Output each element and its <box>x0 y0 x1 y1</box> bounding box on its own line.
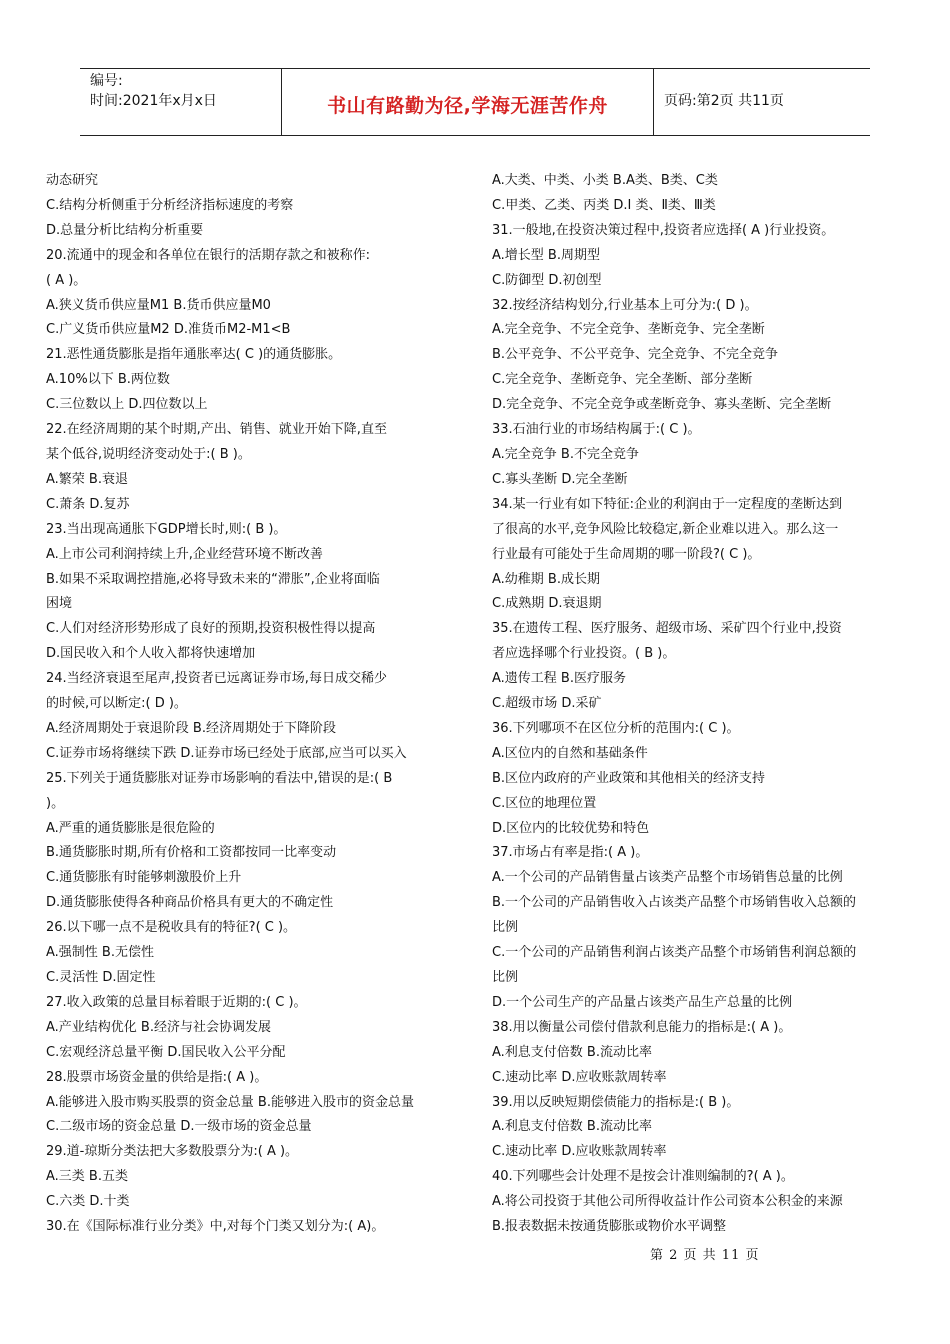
text-line: C.人们对经济形势形成了良好的预期,投资积极性得以提高 <box>46 621 376 637</box>
text-line: C.防御型 D.初创型 <box>492 272 602 288</box>
text-line: C.灵活性 D.固定性 <box>46 970 156 985</box>
text-line: A.三类 B.五类 <box>46 1169 128 1185</box>
text-line: B.公平竞争、不公平竞争、完全竞争、不完全竞争 <box>492 347 779 363</box>
text-line: D.一个公司生产的产品量占该类产品生产总量的比例 <box>492 994 793 1010</box>
text-line: B.通货膨胀时期,所有价格和工资都按同一比率变动 <box>46 845 337 861</box>
text-line: 22.在经济周期的某个时期,产出、销售、就业开始下降,直至 <box>46 422 387 438</box>
motto: 书山有路勤为径,学海无涯苦作舟 <box>282 69 654 135</box>
text-line: D.国民收入和个人收入都将快速增加 <box>46 646 256 662</box>
text-line: 比例 <box>492 970 519 985</box>
text-line: A.增长型 B.周期型 <box>492 247 600 263</box>
text-line: A.区位内的自然和基础条件 <box>492 745 648 761</box>
text-line: 了很高的水平,竞争风险比较稳定,新企业难以进入。那么这一 <box>492 521 839 537</box>
text-line: B.一个公司的产品销售收入占该类产品整个市场销售收入总额的 <box>492 895 857 911</box>
text-line: 比例 <box>492 920 519 936</box>
text-line: C.超级市场 D.采矿 <box>492 696 602 712</box>
text-line: 31.一般地,在投资决策过程中,投资者应选择( A )行业投资。 <box>492 222 835 238</box>
text-line: 者应选择哪个行业投资。( B )。 <box>492 646 676 662</box>
text-line: B.如果不采取调控措施,必将导致未来的“滞胀”,企业将面临 <box>46 571 380 587</box>
text-line: A.一个公司的产品销售量占该类产品整个市场销售总量的比例 <box>492 870 843 886</box>
text-line: C.速动比率 D.应收账款周转率 <box>492 1144 667 1160</box>
header-meta-cell <box>80 69 282 135</box>
text-line: D.完全竞争、不完全竞争或垄断竞争、寡头垄断、完全垄断 <box>492 397 832 413</box>
text-line: 困境 <box>46 596 73 612</box>
text-line: 23.当出现高通胀下GDP增长时,则:( B )。 <box>46 521 287 537</box>
text-line: ( A )。 <box>46 272 87 288</box>
text-line: C.区位的地理位置 <box>492 795 597 811</box>
text-line: 26.以下哪一点不是税收具有的特征?( C )。 <box>46 920 297 936</box>
text-line: 36.下列哪项不在区位分析的范围内:( C )。 <box>492 720 740 736</box>
text-line: C.寡头垄断 D.完全垄断 <box>492 471 628 487</box>
text-line: A.上市公司利润持续上升,企业经营环境不断改善 <box>46 546 323 562</box>
text-line: A.完全竞争 B.不完全竞争 <box>492 446 639 462</box>
text-line: 32.按经济结构划分,行业基本上可分为:( D )。 <box>492 297 758 313</box>
text-line: C.完全竞争、垄断竞争、完全垄断、部分垄断 <box>492 372 753 388</box>
text-line: A.狭义货币供应量M1 B.货币供应量M0 <box>46 297 271 313</box>
text-line: A.遗传工程 B.医疗服务 <box>492 671 626 687</box>
text-line: 33.石油行业的市场结构属于:( C )。 <box>492 422 701 438</box>
text-line: 28.股票市场资金量的供给是指:( A )。 <box>46 1069 268 1085</box>
text-line: C.广义货币供应量M2 D.准货币M2-M1<B <box>46 322 291 338</box>
text-line: A.繁荣 B.衰退 <box>46 471 128 487</box>
text-line: B.报表数据未按通货膨胀或物价水平调整 <box>492 1219 727 1235</box>
text-line: 34.某一行业有如下特征:企业的利润由于一定程度的垄断达到 <box>492 496 843 512</box>
text-line: D.区位内的比较优势和特色 <box>492 820 650 836</box>
date-label: 时间:2021年x月x日 <box>90 93 217 109</box>
text-line: A.完全竞争、不完全竞争、垄断竞争、完全垄断 <box>492 322 765 338</box>
text-line: C.宏观经济总量平衡 D.国民收入公平分配 <box>46 1044 286 1060</box>
text-line: C.六类 D.十类 <box>46 1194 130 1210</box>
text-line: 动态研究 <box>46 173 99 188</box>
text-line: C.结构分析侧重于分析经济指标速度的考察 <box>46 197 294 213</box>
text-line: A.幼稚期 B.成长期 <box>492 571 600 587</box>
text-line: C.萧条 D.复苏 <box>46 496 130 512</box>
text-line: 24.当经济衰退至尾声,投资者已远离证券市场,每日成交稀少 <box>46 671 387 687</box>
text-line: A.10%以下 B.两位数 <box>46 372 170 388</box>
text-line: C.速动比率 D.应收账款周转率 <box>492 1069 667 1085</box>
text-line: 37.市场占有率是指:( A )。 <box>492 845 649 861</box>
text-line: 38.用以衡量公司偿付借款利息能力的指标是:( A )。 <box>492 1019 792 1035</box>
text-line: C.一个公司的产品销售利润占该类产品整个市场销售利润总额的 <box>492 945 857 961</box>
text-line: A.强制性 B.无偿性 <box>46 945 154 961</box>
text-line: 29.道-琼斯分类法把大多数股票分为:( A )。 <box>46 1144 299 1160</box>
text-line: 的时候,可以断定:( D )。 <box>46 696 187 712</box>
text-line: A.将公司投资于其他公司所得收益计作公司资本公积金的来源 <box>492 1194 843 1210</box>
text-line: 20.流通中的现金和各单位在银行的活期存款之和被称作: <box>46 247 371 263</box>
text-line: )。 <box>46 795 65 811</box>
text-line: A.能够进入股市购买股票的资金总量 B.能够进入股市的资金总量 <box>46 1094 414 1110</box>
text-line: A.产业结构优化 B.经济与社会协调发展 <box>46 1019 271 1035</box>
text-line: D.总量分析比结构分析重要 <box>46 222 204 238</box>
text-line: 行业最有可能处于生命周期的哪一阶段?( C )。 <box>492 546 761 562</box>
text-line: A.经济周期处于衰退阶段 B.经济周期处于下降阶段 <box>46 720 336 736</box>
text-line: 35.在遗传工程、医疗服务、超级市场、采矿四个行业中,投资 <box>492 621 842 637</box>
page-info: 页码:第2页 共11页 <box>664 93 784 109</box>
text-line: A.严重的通货膨胀是很危险的 <box>46 820 215 836</box>
text-line: C.证券市场将继续下跌 D.证券市场已经处于底部,应当可以买入 <box>46 745 407 761</box>
text-line: C.通货膨胀有时能够刺激股价上升 <box>46 870 242 886</box>
text-line: 某个低谷,说明经济变动处于:( B )。 <box>46 446 251 462</box>
text-line: D.通货膨胀使得各种商品价格具有更大的不确定性 <box>46 895 334 911</box>
text-line: 21.恶性通货膨胀是指年通胀率达( C )的通货膨胀。 <box>46 347 342 363</box>
text-line: 30.在《国际标准行业分类》中,对每个门类又划分为:( A)。 <box>46 1219 385 1235</box>
header-table <box>80 68 870 136</box>
text-line: A.大类、中类、小类 B.A类、B类、C类 <box>492 173 718 188</box>
text-line: 25.下列关于通货膨胀对证券市场影响的看法中,错误的是:( B <box>46 770 393 786</box>
text-line: C.二级市场的资金总量 D.一级市场的资金总量 <box>46 1119 312 1135</box>
text-line: B.区位内政府的产业政策和其他相关的经济支持 <box>492 770 766 786</box>
right-column <box>492 169 912 1240</box>
serial-label: 编号: <box>90 73 123 89</box>
text-line: 40.下列哪些会计处理不是按会计准则编制的?( A )。 <box>492 1169 794 1185</box>
text-line: C.甲类、乙类、丙类 D.Ⅰ 类、Ⅱ类、Ⅲ类 <box>492 197 716 213</box>
text-line: C.三位数以上 D.四位数以上 <box>46 397 208 413</box>
left-column <box>46 169 462 1240</box>
text-line: 27.收入政策的总量目标着眼于近期的:( C )。 <box>46 994 307 1010</box>
text-line: 39.用以反映短期偿债能力的指标是:( B )。 <box>492 1094 740 1110</box>
text-line: C.成熟期 D.衰退期 <box>492 596 602 612</box>
page-footer: 第 2 页 共 11 页 <box>650 1248 760 1263</box>
text-line: A.利息支付倍数 B.流动比率 <box>492 1119 652 1135</box>
text-line: A.利息支付倍数 B.流动比率 <box>492 1044 652 1060</box>
